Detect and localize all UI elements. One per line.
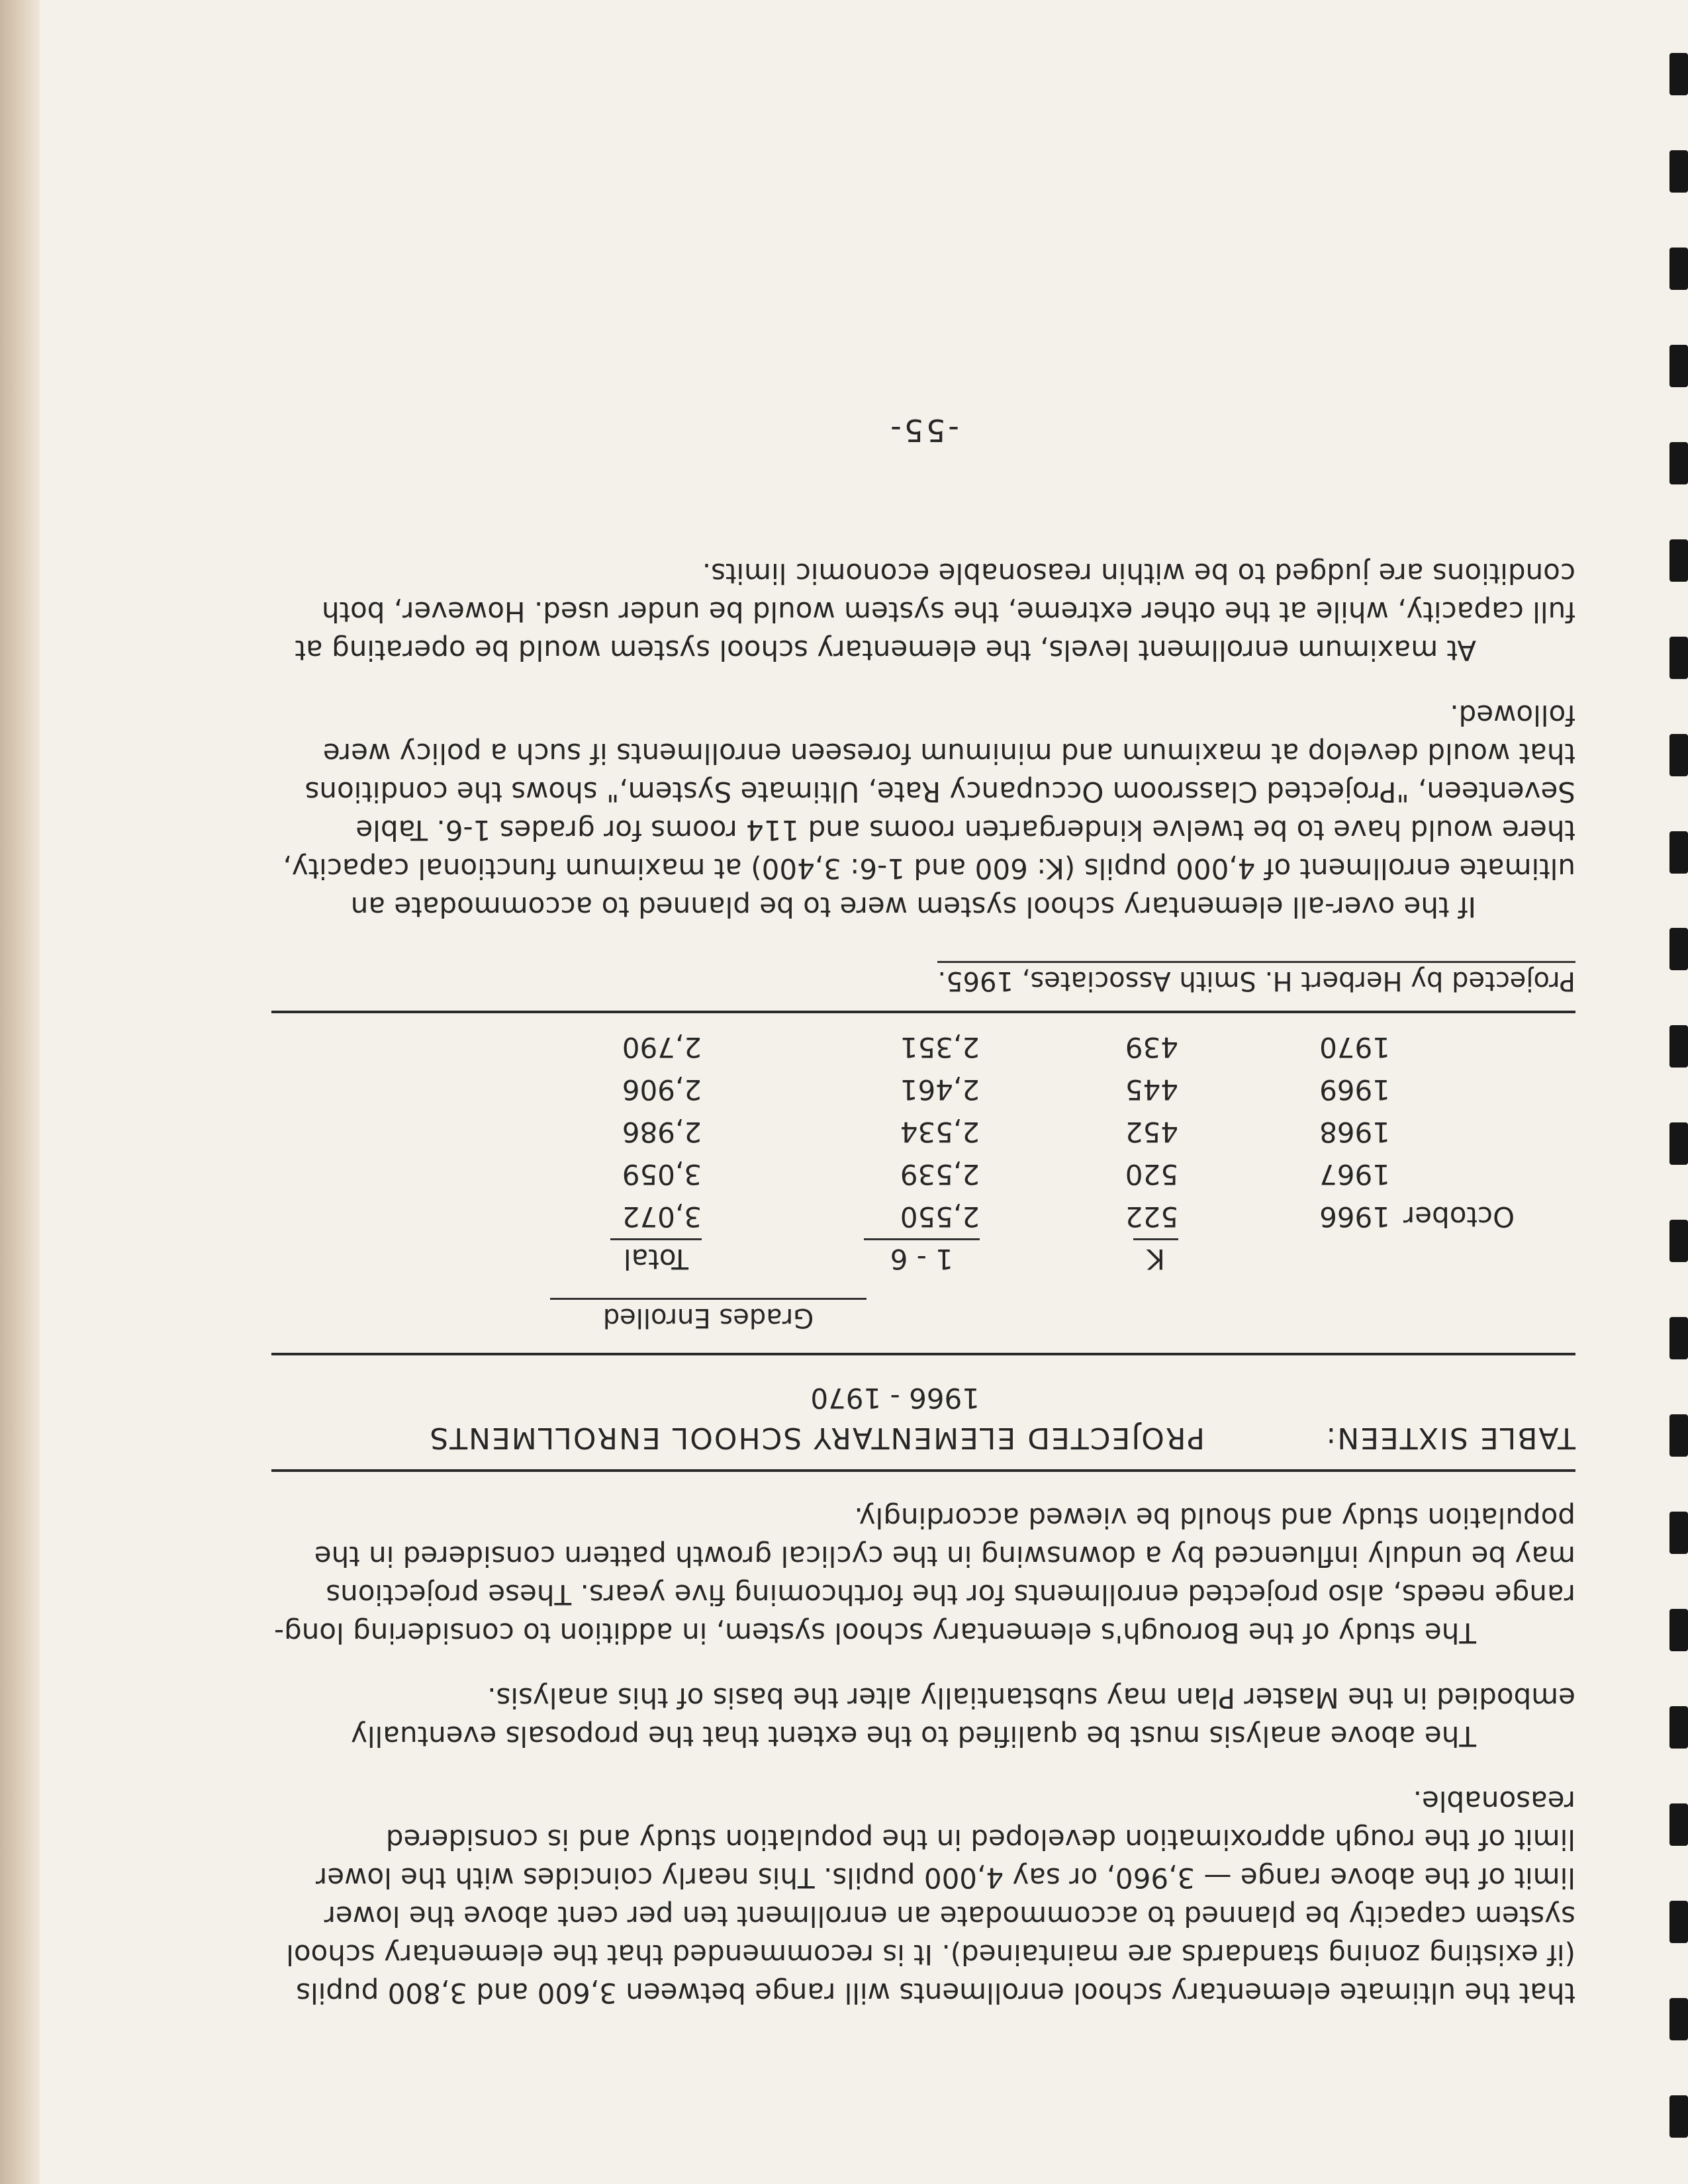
- row-total: 2,986: [622, 1116, 702, 1149]
- binder-hole: [1669, 831, 1688, 874]
- binder-hole: [1669, 1512, 1688, 1554]
- column-header-k: K: [1133, 1239, 1178, 1276]
- binder-hole: [1669, 1901, 1688, 1943]
- table-row: [503, 1154, 1575, 1196]
- binder-hole: [1669, 1317, 1688, 1359]
- column-header-grades-1-6: 1 - 6: [864, 1239, 980, 1276]
- grades-enrolled-header: [410, 1298, 1006, 1333]
- binder-hole: [1669, 734, 1688, 776]
- row-k: 452: [1125, 1116, 1178, 1149]
- row-k: 445: [1125, 1073, 1178, 1107]
- binder-hole: [1669, 1220, 1688, 1262]
- table-row: [503, 1111, 1575, 1154]
- row-year: 1969: [1319, 1073, 1390, 1107]
- table-label: TABLE SIXTEEN:: [1325, 1421, 1575, 1455]
- binder-hole: [1669, 1025, 1688, 1068]
- binder-hole: [1669, 539, 1688, 582]
- page-number: -55-: [888, 412, 959, 448]
- binder-hole: [1669, 2095, 1688, 2138]
- table-row: [503, 1196, 1575, 1238]
- row-total: 3,059: [622, 1158, 702, 1191]
- row-year: 1970: [1319, 1031, 1390, 1064]
- row-k: 439: [1125, 1031, 1178, 1064]
- row-label: [1390, 1026, 1575, 1069]
- paragraph-capacity-conditions: At maximum enrollment levels, the elementary school system would be operating at full capacity, while at the other extreme, the system would be under used. However, both conditions are judged to be within reasonable economic limits.: [295, 557, 1575, 666]
- row-total: 2,906: [622, 1073, 702, 1107]
- paragraph-qualification: The above analysis must be qualified to the extent that the proposals eventually embodied in the Master Plan may substantially alter the basis of this analysis.: [351, 1682, 1575, 1752]
- binder-hole: [1669, 53, 1688, 95]
- row-grades-1-6: 2,461: [900, 1073, 980, 1107]
- row-grades-1-6: 2,539: [900, 1158, 980, 1191]
- spiral-binder: [1656, 53, 1688, 2138]
- paragraph-ultimate-enrollment: that the ultimate elementary school enrollments will range between 3,600 and 3,800 pupils (if existing zoning standards are maintained). It is recommended that the elementary school system capacity be planned to accommodate an enrollment ten per cent above the lower limit of the above range — 3,960, or say 4,000 pupils. This nearly coincides with the lower limit of the rough approximation developed in the population study and is considered reasonable.: [286, 1785, 1575, 2009]
- row-k: 522: [1125, 1201, 1178, 1234]
- table-bottom-rule: [271, 1011, 1575, 1013]
- row-k: 520: [1125, 1158, 1178, 1191]
- binder-hole: [1669, 150, 1688, 193]
- binder-hole: [1669, 928, 1688, 970]
- binder-hole: [1669, 1803, 1688, 1846]
- row-grades-1-6: 2,550: [900, 1201, 980, 1234]
- row-year: 1966: [1319, 1201, 1390, 1234]
- binder-hole: [1669, 248, 1688, 290]
- binder-hole: [1669, 1122, 1688, 1165]
- table-column-headers: [503, 1238, 1575, 1281]
- row-year: 1968: [1319, 1116, 1390, 1149]
- paragraph-ultimate-system: If the over-all elementary school system were to be planned to accommodate an ultimate enrollment of 4,000 pupils (K: 600 and 1-6: 3,400) at maximum functional capacity, there would have to be twelve kindergarten rooms and 114 rooms for grades 1-6. Table Seventeen, "Projected Classroom Occupancy Rate, Ultimate System," shows the conditions that would develop at maximum and minimum foreseen enrollments if such a policy were followed.: [283, 699, 1575, 923]
- binder-hole: [1669, 1414, 1688, 1457]
- paragraph-five-year-projection: The study of the Borough's elementary school system, in addition to considering long-range needs, also projected enrollments for the forthcoming five years. These projections may be unduly influenced by a downswing in the cyclical growth pattern considered in the population study and should be viewed accordingly.: [273, 1502, 1575, 1649]
- row-label: [1390, 1069, 1575, 1111]
- row-total: 3,072: [622, 1201, 702, 1234]
- document-page: [271, 172, 1575, 2012]
- table-source: [271, 966, 1575, 996]
- table-source-text: Projected by Herbert H. Smith Associates, 1965.: [937, 961, 1575, 996]
- row-grades-1-6: 2,351: [900, 1031, 980, 1064]
- binding-shadow: [0, 0, 40, 2184]
- binder-hole: [1669, 345, 1688, 387]
- row-label: [1390, 1154, 1575, 1196]
- table-subtitle: 1966 - 1970: [810, 1382, 980, 1414]
- row-total: 2,790: [622, 1031, 702, 1064]
- row-label: October: [1403, 1201, 1515, 1234]
- binder-hole: [1669, 637, 1688, 679]
- table-title: PROJECTED ELEMENTARY SCHOOL ENROLLMENTS: [428, 1421, 1205, 1455]
- column-header-total: Total: [610, 1239, 702, 1276]
- table-row: [503, 1026, 1575, 1069]
- binder-hole: [1669, 1609, 1688, 1651]
- table-heading: [271, 1421, 1575, 1455]
- table-row: [503, 1069, 1575, 1111]
- row-grades-1-6: 2,534: [900, 1116, 980, 1149]
- enrollment-table: [503, 1026, 1575, 1281]
- binder-hole: [1669, 442, 1688, 484]
- row-label: [1390, 1111, 1575, 1154]
- binder-hole: [1669, 1998, 1688, 2040]
- table-header-rule: [271, 1353, 1575, 1355]
- binder-hole: [1669, 1706, 1688, 1749]
- table-top-rule: [271, 1469, 1575, 1472]
- grades-enrolled-label: Grades Enrolled: [550, 1298, 867, 1333]
- row-year: 1967: [1319, 1158, 1390, 1191]
